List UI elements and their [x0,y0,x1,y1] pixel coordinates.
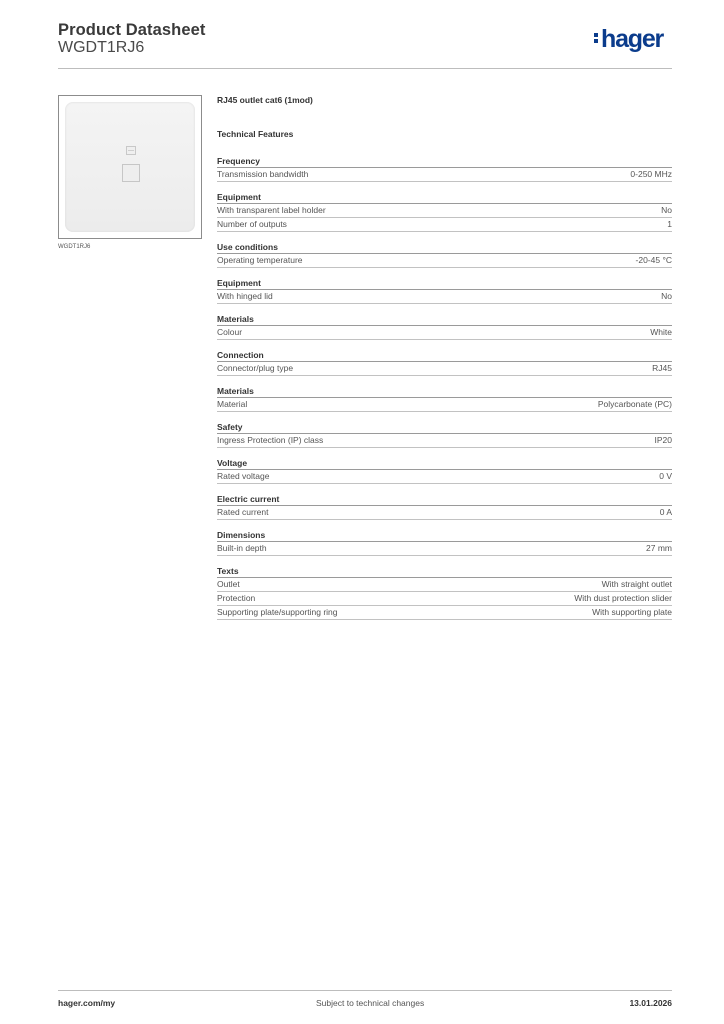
spec-value: IP20 [654,435,672,445]
spec-label: With hinged lid [217,291,273,301]
spec-row [217,362,672,376]
spec-row [217,254,672,268]
product-code: WGDT1RJ6 [58,39,145,56]
spec-section [217,493,672,520]
spec-row [217,290,672,304]
spec-label: Operating temperature [217,255,303,265]
spec-row [217,606,672,620]
spec-value: 0 V [659,471,672,481]
spec-value: No [661,291,672,301]
spec-section [217,349,672,376]
spec-row [217,168,672,182]
footer-date: 13.01.2026 [629,998,672,1008]
spec-value: 0-250 MHz [630,169,672,179]
spec-sections [217,155,672,620]
logo-text: hager [601,25,664,53]
spec-value: No [661,205,672,215]
rj45-socket-icon [122,164,140,182]
footer-website: hager.com/my [58,998,116,1008]
spec-section-heading: Frequency [217,155,672,168]
spec-section [217,277,672,304]
spec-section-heading: Equipment [217,191,672,204]
spec-row [217,592,672,606]
spec-section-heading: Materials [217,313,672,326]
spec-value: With dust protection slider [574,593,672,603]
spec-label: Protection [217,593,256,603]
spec-label: Ingress Protection (IP) class [217,435,324,445]
spec-value: With straight outlet [601,579,672,589]
spec-row [217,578,672,592]
spec-section-heading: Electric current [217,493,672,506]
spec-label: Colour [217,327,243,337]
product-name: RJ45 outlet cat6 (1mod) [217,95,313,105]
spec-label: Supporting plate/supporting ring [217,607,338,617]
spec-label: Number of outputs [217,219,287,229]
spec-row [217,326,672,340]
hager-logo [594,27,663,52]
spec-section [217,191,672,232]
spec-section [217,241,672,268]
spec-label: Transmission bandwidth [217,169,309,179]
spec-section [217,155,672,182]
product-image-caption: WGDT1RJ6 [58,244,91,250]
spec-section-heading: Materials [217,385,672,398]
spec-row [217,218,672,232]
spec-value: With supporting plate [592,607,672,617]
footer-divider [58,990,672,991]
header-divider [58,68,672,69]
spec-row [217,204,672,218]
spec-section-heading: Use conditions [217,241,672,254]
spec-label: Rated current [217,507,269,517]
spec-section [217,529,672,556]
spec-value: RJ45 [652,363,672,373]
spec-label: Material [217,399,248,409]
spec-content [217,95,672,629]
spec-row [217,542,672,556]
spec-label: Outlet [217,579,240,589]
footer-disclaimer: Subject to technical changes [316,998,425,1008]
spec-label: Built-in depth [217,543,267,553]
spec-section [217,385,672,412]
logo-dots-icon [594,31,598,45]
spec-section-heading: Dimensions [217,529,672,542]
spec-section-heading: Safety [217,421,672,434]
page-title: Product Datasheet [58,21,206,39]
outlet-plate-image [65,102,195,232]
spec-value: 27 mm [646,543,672,553]
spec-row [217,470,672,484]
spec-value: White [650,327,672,337]
spec-section [217,313,672,340]
spec-label: With transparent label holder [217,205,326,215]
spec-section [217,565,672,620]
spec-section-heading: Voltage [217,457,672,470]
spec-row [217,434,672,448]
spec-value: Polycarbonate (PC) [597,399,672,409]
spec-section-heading: Equipment [217,277,672,290]
spec-section [217,457,672,484]
spec-section-heading: Texts [217,565,672,578]
spec-value: 1 [667,219,672,229]
spec-label: Rated voltage [217,471,270,481]
spec-row [217,398,672,412]
spec-value: -20-45 °C [635,255,672,265]
spec-row [217,506,672,520]
label-holder-icon [126,146,136,155]
spec-value: 0 A [659,507,672,517]
technical-features-heading: Technical Features [217,129,294,139]
spec-section [217,421,672,448]
spec-section-heading: Connection [217,349,672,362]
spec-label: Connector/plug type [217,363,294,373]
product-image-frame [58,95,202,239]
